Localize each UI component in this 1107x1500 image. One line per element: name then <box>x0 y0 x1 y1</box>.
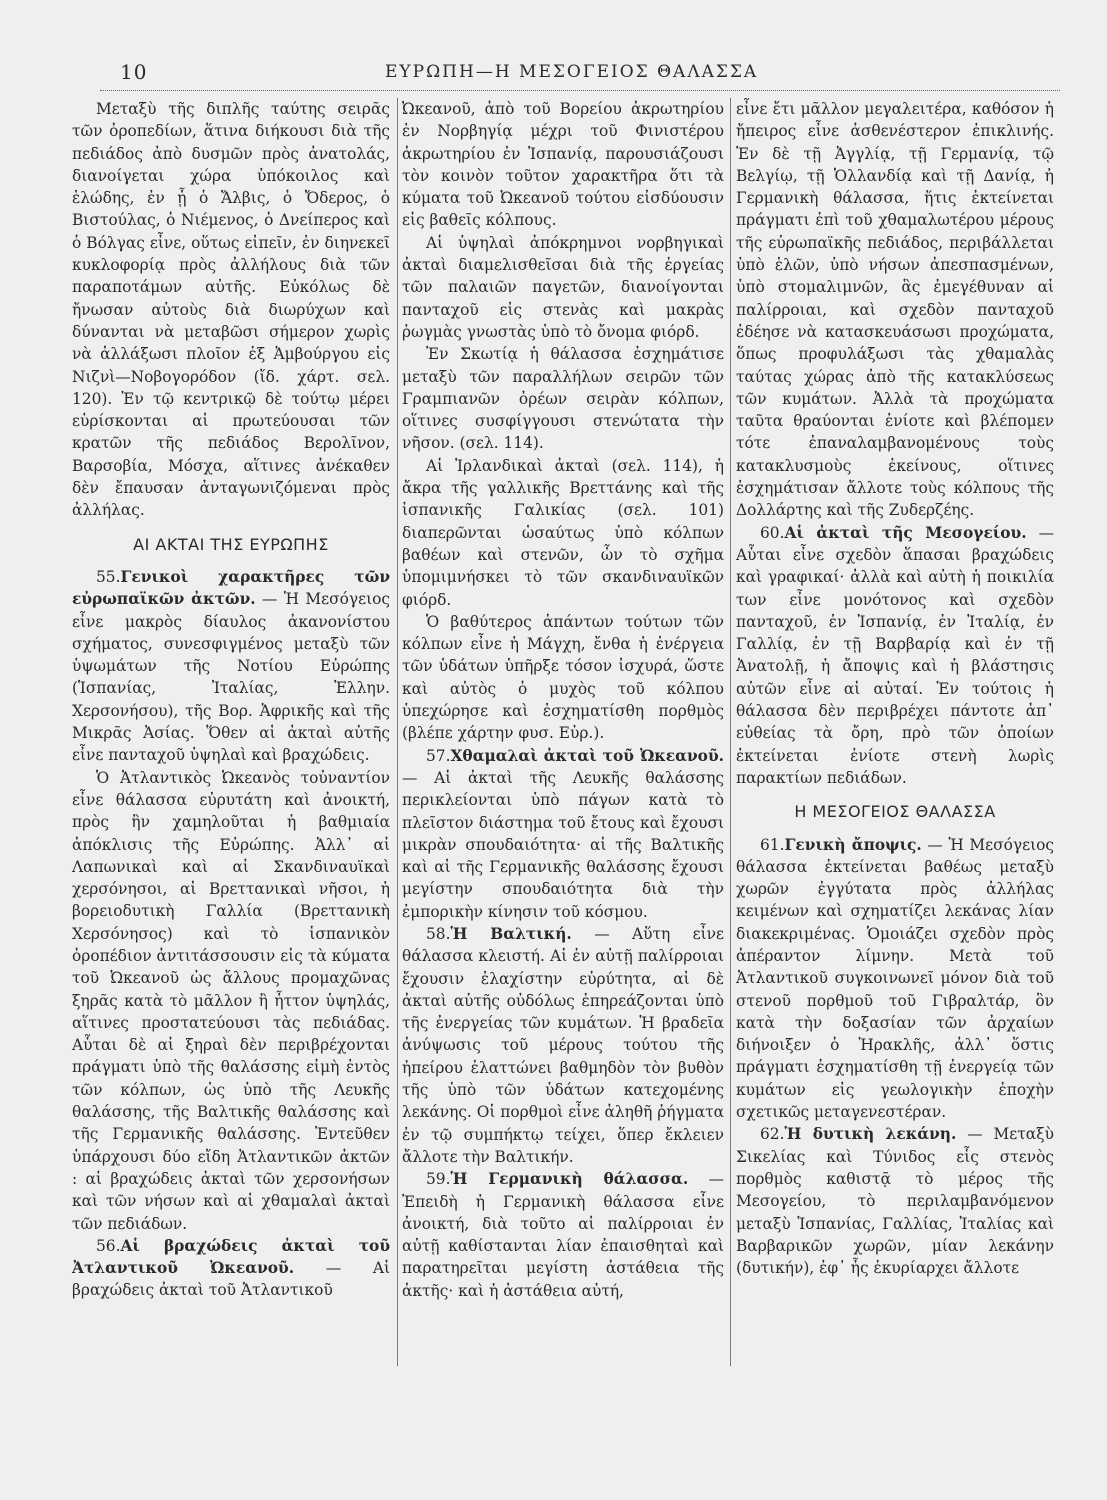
section-title: Η ΜΕΣΟΓΕΙΟΣ ΘΑΛΑΣΣΑ <box>794 802 996 822</box>
column-right <box>736 98 1054 1279</box>
section-heading: Χθαμαλαὶ ἀκταὶ τοῦ Ὠκεανοῦ. <box>450 746 724 765</box>
paragraph: Αἱ ὑψηλαὶ ἀπόκρημνοι νορβηγικαὶ ἀκταὶ διαμελισθεῖσαι διὰ τῆς ἐργείας τῶν παλαιῶν παγετῶν, διανοίγονται πανταχοῦ εἰς στενὰς καὶ μακρὰς ῥωγμὰς γνωστὰς ὑπὸ τὸ ὄνομα φιόρδ. <box>402 233 724 341</box>
section-heading: Γενικοὶ χαρακτῆρες τῶν εὐρωπαϊκῶν ἀκτῶν. <box>72 567 390 609</box>
column-divider <box>397 98 398 1366</box>
paragraph: Ὁ Ἀτλαντικὸς Ὠκεανὸς τοὐναντίον εἶνε θάλασσα εὐρυτάτη καὶ ἀνοικτή, πρὸς ἣν χαμηλοῦται ἡ βαθμιαία ἀπόκλισις τῆς Εὐρώπης. Ἀλλ᾽ αἱ Λαπωνικαὶ καὶ αἱ Σκανδιναυϊκαὶ χερσόνησοι, αἱ Βρεττανικαὶ νῆσοι, ἡ βορειοδυτικὴ Γαλλία (Βρεττανικὴ Χερσόνησος) καὶ τὸ ἱσπανικὸν ὀροπέδιον ἀντιτάσσουσιν εἰς τὰ κύματα τοῦ Ὠκεανοῦ ὡς ἄλλους προμαχῶνας ξηρᾶς κατὰ τὸ μᾶλλον ἢ ἧττον ὑψηλάς, αἵτινες προστατεύουσι τὰς πεδιάδας. Αὗται δὲ αἱ ξηραὶ δὲν περιβρέχονται πράγματι ὑπὸ τῆς θαλάσσης εἰμὴ ἐντὸς τῶν κόλπων, ὡς ὑπὸ τῆς Λευκῆς θαλάσσης, τῆς Βαλτικῆς θαλάσσης καὶ τῆς Γερμανικῆς θαλάσσης. Ἐντεῦθεν ὑπάρχουσι δύο εἴδη Ἀτλαντικῶν ἀκτῶν : αἱ βραχώδεις ἀκταὶ τῶν χερσονήσων καὶ τῶν νήσων καὶ αἱ χθαμαλαὶ ἀκταὶ τῶν πεδιάδων. <box>72 768 390 1233</box>
paragraph-56 <box>72 1235 390 1302</box>
section-number: 60. <box>760 523 785 542</box>
paragraph: Αἱ Ἰρλανδικαὶ ἀκταὶ (σελ. 114), ἡ ἄκρα τῆς γαλλικῆς Βρεττάνης καὶ τῆς ἱσπανικῆς Γαλικίας (σελ. 101) διαπερῶνται ὡσαύτως ὑπὸ κόλπων βαθέων καὶ στενῶν, ὧν τὸ σχῆμα ὑπομιμνήσκει τὸ τῶν σκανδιναυϊκῶν φιόρδ. <box>402 456 724 609</box>
section-number: 59. <box>426 1170 451 1189</box>
column-divider <box>730 98 731 1366</box>
section-number: 55. <box>96 567 121 586</box>
paragraph-58 <box>402 923 724 1168</box>
section-body: — Αὕτη εἶνε θάλασσα κλειστή. Αἱ ἐν αὐτῇ παλίρροιαι ἔχουσιν ἐλαχίστην εὐρύτητα, αἱ δὲ ἀκταὶ αὐτῆς οὐδόλως ἐπηρεάζονται ὑπὸ τῆς ἐνεργείας τῶν κυμάτων. Ἡ βραδεῖα ἀνύψωσις τοῦ μέρους τούτου τῆς ἠπείρου ἐλαττώνει βαθμηδὸν τὸν βυθὸν τῆς ὑπὸ τῶν ὑδάτων κατεχομένης λεκάνης. Οἱ πορθμοὶ εἶνε ἀληθῆ ῥήγματα ἐν τῷ συμπήκτῳ τείχει, ὅπερ ἔκλειεν ἄλλοτε τὴν Βαλτικήν. <box>402 924 724 1166</box>
paragraph-62 <box>736 1123 1054 1279</box>
section-heading: Ἡ Γερμανικὴ θάλασσα. <box>450 1170 689 1189</box>
page-number: 10 <box>120 60 148 84</box>
column-middle <box>402 98 724 1302</box>
section-number: 61. <box>760 835 785 854</box>
section-title: ΑΙ ΑΚΤΑΙ ΤΗΣ ΕΥΡΩΠΗΣ <box>133 534 329 554</box>
section-number: 58. <box>426 924 451 943</box>
paragraph: εἶνε ἔτι μᾶλλον μεγαλειτέρα, καθόσον ἡ ἤπειρος εἶνε ἀσθενέστερον ἐπικλινής. Ἐν δὲ τῇ Ἀγγλίᾳ, τῇ Γερμανίᾳ, τῷ Βελγίῳ, τῇ Ὁλλανδίᾳ καὶ τῇ Δανίᾳ, ἡ Γερμανικὴ θάλασσα, ἥτις ἐκτείνεται πράγματι ἐπὶ τοῦ χθαμαλωτέρου μέρους τῆς εὐρωπαϊκῆς πεδιάδος, περιβάλλεται ὑπὸ ἑλῶν, ὑπὸ νήσων ἀπεσπασμένων, ὑπὸ στομαλιμνῶν, ἃς ἐμεγέθυναν αἱ παλίρροιαι, καὶ σχεδὸν πανταχοῦ ἐδέησε νὰ κατασκευάσωσι προχώματα, ὅπως προφυλάξωσι τὰς χθαμαλὰς ταύτας χώρας ἀπὸ τῆς κατακλύσεως τῶν κυμάτων. Ἀλλὰ τὰ προχώματα ταῦτα θραύονται ἐνίοτε καὶ βλέπομεν τότε ἐπαναλαμβανομένους τοὺς κατακλυσμοὺς ἐκείνους, οἵτινες ἐσχημάτισαν ἄλλοτε τοὺς κόλπους τῆς Δολλάρτης καὶ τῆς Ζυδερζέης. <box>736 100 1054 520</box>
paragraph-59 <box>402 1168 724 1302</box>
paragraph-55 <box>72 566 390 767</box>
section-body: — Αἱ ἀκταὶ τῆς Λευκῆς θαλάσσης περικλείονται ὑπὸ πάγων κατὰ τὸ πλεῖστον διάστημα τοῦ ἔτους καὶ ἔχουσι μικρὰν σπουδαιότητα· αἱ τῆς Βαλτικῆς καὶ αἱ τῆς Γερμανικῆς θαλάσσης ἔχουσι μεγίστην σπουδαιότητα διὰ τὴν ἐμπορικὴν κίνησιν τοῦ κόσμου. <box>402 768 724 921</box>
paragraph: Ὁ βαθύτερος ἁπάντων τούτων τῶν κόλπων εἶνε ἡ Μάγχη, ἔνθα ἡ ἐνέργεια τῶν ὑδάτων ὑπῆρξε τόσον ἰσχυρά, ὥστε καὶ αὐτὸς ὁ μυχὸς τοῦ κόλπου ὑπεχώρησε καὶ ἐσχηματίσθη πορθμὸς (βλέπε χάρτην φυσ. Εὐρ.). <box>402 612 724 743</box>
header-rule <box>100 90 1060 91</box>
running-title: ΕΥΡΩΠΗ—Η ΜΕΣΟΓΕΙΟΣ ΘΑΛΑΣΣΑ <box>385 62 759 82</box>
section-number: 62. <box>760 1125 785 1144</box>
section-heading: Γενικὴ ἄποψις. <box>784 835 922 854</box>
paragraph-61 <box>736 834 1054 1124</box>
section-body: — Ἡ Μεσόγειος εἶνε μακρὸς δίαυλος ἀκανονίστου σχήματος, συνεσφιγμένος μεταξὺ τῶν ὑψωμάτων τῆς Νοτίου Εὐρώπης (Ἱσπανίας, Ἰταλίας, Ἑλλην. Χερσονήσου), τῆς Βορ. Ἀφρικῆς καὶ τῆς Μικρᾶς Ἀσίας. Ὅθεν αἱ ἀκταὶ αὐτῆς εἶνε πανταχοῦ ὑψηλαὶ καὶ βραχώδεις. <box>72 590 391 765</box>
paragraph-57 <box>402 745 724 923</box>
column-left <box>72 98 390 1302</box>
section-heading: Ἡ δυτικὴ λεκάνη. <box>784 1125 957 1144</box>
paragraph: Ἐν Σκωτίᾳ ἡ θάλασσα ἐσχημάτισε μεταξὺ τῶν παραλλήλων σειρῶν τῶν Γραμπιανῶν ὀρέων σειρὰν κόλπων, οἵτινες συσφίγγουσι στενώτατα τὴν νῆσον. (σελ. 114). <box>402 345 724 453</box>
section-body: — Αἱ βραχώδεις ἀκταὶ τοῦ Ἀτλαντικοῦ <box>72 1259 390 1300</box>
running-head <box>120 60 1060 90</box>
section-heading: Ἡ Βαλτική. <box>450 924 572 943</box>
section-body: — Αὗται εἶνε σχεδὸν ἅπασαι βραχώδεις καὶ γραφικαί· ἀλλὰ καὶ αὐτὴ ἡ ποικιλία των εἶνε μονότονος καὶ σχεδὸν πανταχοῦ, ἐν Ἱσπανίᾳ, ἐν Ἰταλίᾳ, ἐν Γαλλίᾳ, ἐν τῇ Βαρβαρίᾳ καὶ ἐν τῇ Ἀνατολῇ, ἡ ἄποψις καὶ ἡ βλάστησις αὐτῶν εἶνε αἱ αὐταί. Ἐν τούτοις ἡ θάλασσα δὲν περιβρέχει πάντοτε ἀπ᾽ εὐθείας τὰ ὄρη, πρὸ τῶν ὁποίων ἐκτείνεται ἐνίοτε στενὴ λωρὶς παρακτίων πεδιάδων. <box>736 523 1054 787</box>
section-body: — Ἡ Μεσόγειος θάλασσα ἐκτείνεται βαθέως μεταξὺ χωρῶν ἐγγύτατα πρὸς ἀλλήλας κειμένων καὶ σχηματίζει λεκάνας λίαν διακεκριμένας. Ὁμοιάζει σχεδὸν πρὸς ἀπέραντον λίμνην. Μετὰ τοῦ Ἀτλαντικοῦ συγκοινωνεῖ μόνον διὰ τοῦ στενοῦ πορθμοῦ τοῦ Γιβραλτάρ, ὃν κατὰ τὴν δοξασίαν τῶν ἀρχαίων διήνοιξεν ὁ Ἡρακλῆς, ἀλλ᾽ ὅστις πράγματι ἐσχηματίσθη τῇ ἐνεργείᾳ τῶν κυμάτων εἰς γεωλογικὴν ἐποχὴν σχετικῶς μεταγενεστέραν. <box>736 835 1054 1122</box>
paragraph: Ὠκεανοῦ, ἀπὸ τοῦ Βορείου ἀκρωτηρίου ἐν Νορβηγίᾳ μέχρι τοῦ Φινιστέρου ἀκρωτηρίου ἐν Ἱσπανίᾳ, παρουσιάζουσι τὸν κοινὸν τοῦτον χαρακτῆρα ὅτι τὰ κύματα τοῦ Ὠκεανοῦ τούτου εἰσδύουσιν εἰς βαθεῖς κόλπους. <box>402 100 724 230</box>
section-heading: Αἱ ἀκταὶ τῆς Μεσογείου. <box>784 523 1027 542</box>
section-body: — Ἐπειδὴ ἡ Γερμανικὴ θάλασσα εἶνε ἀνοικτή, διὰ τοῦτο αἱ παλίρροιαι ἐν αὐτῇ καθίστανται λίαν ἐπαισθηταὶ καὶ παρατηρεῖται μεγίστη ἀστάθεια τῆς ἀκτῆς· καὶ ἡ ἀστάθεια αὐτή, <box>402 1170 724 1300</box>
section-heading: Αἱ βραχώδεις ἀκταὶ τοῦ Ἀτλαντικοῦ Ὠκεανοῦ. <box>72 1236 390 1278</box>
section-number: 57. <box>426 746 451 765</box>
paragraph-60 <box>736 522 1054 790</box>
section-body: — Μεταξὺ Σικελίας καὶ Τύνιδος εἷς στενὸς πορθμὸς καθιστᾷ τὸ μέρος τῆς Μεσογείου, τὸ περιλαμβανόμενον μεταξὺ Ἱσπανίας, Γαλλίας, Ἰταλίας καὶ Βαρβαρικῶν χωρῶν, μίαν λεκάνην (δυτικήν), ἐφ᾽ ἧς ἐκυρίαρχει ἄλλοτε <box>736 1125 1054 1278</box>
section-number: 56. <box>96 1236 121 1255</box>
paragraph: Μεταξὺ τῆς διπλῆς ταύτης σειρᾶς τῶν ὀροπεδίων, ἅτινα διήκουσι διὰ τῆς πεδιάδος ἀπὸ δυσμῶν πρὸς ἀνατολάς, διανοίγεται χώρα ὑπόκοιλος καὶ ἑλώδης, ἐν ᾗ ὁ Ἄλβις, ὁ Ὄδερος, ὁ Βιστούλας, ὁ Νιέμενος, ὁ Δνείπερος καὶ ὁ Βόλγας εἶνε, οὕτως εἰπεῖν, ἐν διηνεκεῖ κυκλοφορίᾳ πρὸς ἀλλήλους διὰ τῶν παραποτάμων αὐτῆς. Εὐκόλως δὲ ἤνωσαν αὐτοὺς διὰ διωρύχων καὶ δύνανται νὰ μεταβῶσι σήμερον χωρὶς νὰ ἀλλάξωσι πλοῖον ἐξ Ἀμβούργου εἰς Νιζνὶ—Νοβογορόδον (ἴδ. χάρτ. σελ. 120). Ἐν τῷ κεντρικῷ δὲ τούτῳ μέρει εὑρίσκονται αἱ πρωτεύουσαι τῶν κρατῶν τῆς πεδιάδος Βερολῖνον, Βαρσοβία, Μόσχα, αἵτινες ἀνέκαθεν δὲν ἔπαυσαν ἀνταγωνιζόμεναι πρὸς ἀλλήλας. <box>72 100 390 520</box>
